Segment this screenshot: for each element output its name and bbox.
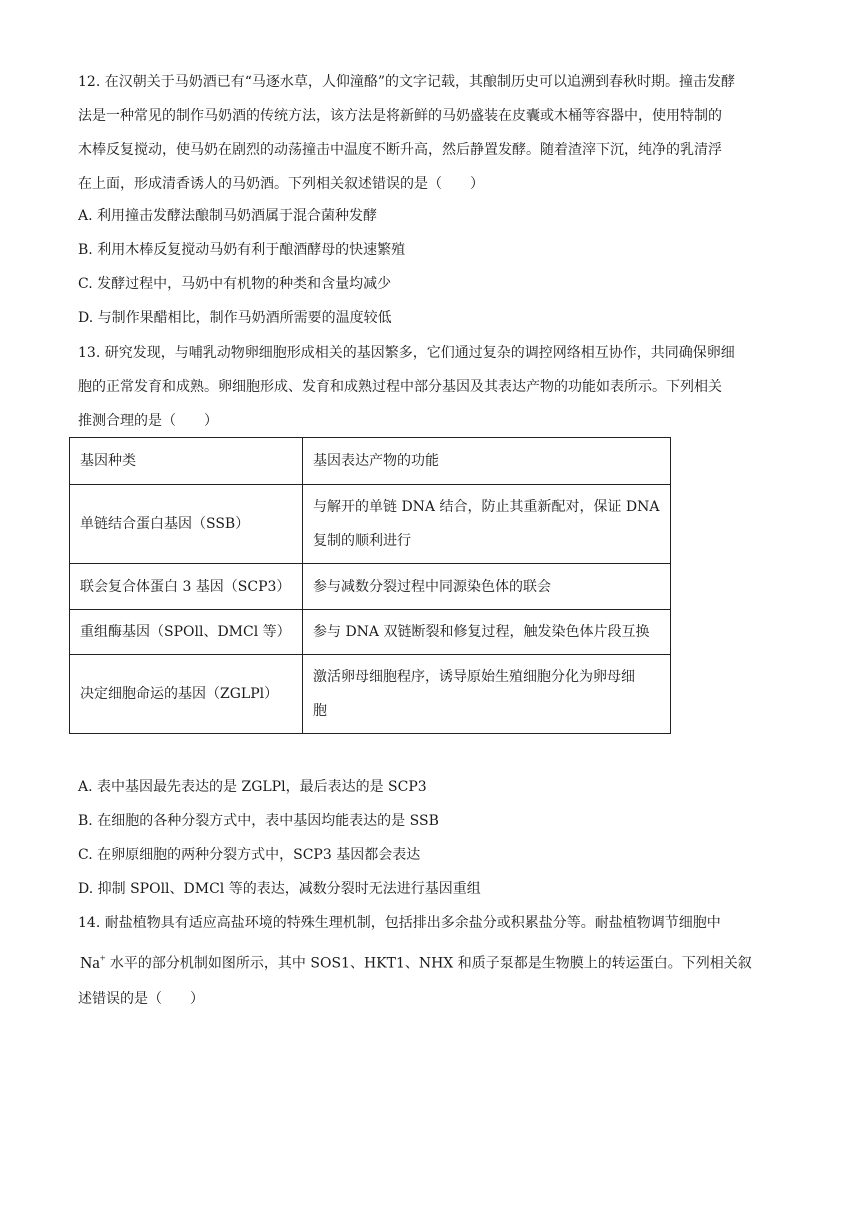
q12-line: 法是一种常见的制作马奶酒的传统方法，该方法是将新鲜的马奶盛装在皮囊或木桶等容器中，使用特制的 (78, 108, 722, 124)
table-cell-gene: 决定细胞命运的基因（ZGLPl） (70, 655, 303, 734)
table-row (70, 564, 671, 610)
table-row (70, 485, 671, 564)
table-header-gene: 基因种类 (70, 438, 303, 485)
gene-function-table (69, 437, 671, 734)
table-row (70, 610, 671, 655)
table-row (70, 655, 671, 734)
q12-line: 12. 在汉朝关于马奶酒已有“马逐水草，人仰潼酪”的文字记载，其酿制历史可以追溯到春秋时期。撞击发酵 (78, 74, 736, 90)
function-line: 胞 (313, 703, 327, 719)
q14-line-2-text: 水平的部分机制如图所示，其中 SOS1、HKT1、NHX 和质子泵都是生物膜上的转运蛋白。下列相关叙 (109, 955, 752, 972)
ion-symbol: Na (80, 952, 100, 972)
function-line: 激活卵母细胞程序，诱导原始生殖细胞分化为卵母细 (313, 669, 635, 685)
table-cell-function: 参与 DNA 双链断裂和修复过程，触发染色体片段互换 (303, 610, 671, 655)
q12-line: 木棒反复搅动，使马奶在剧烈的动荡撞击中温度不断升高，然后静置发酵。随着渣滓下沉，纯净的乳清浮 (78, 142, 722, 158)
q12-option-d: D. 与制作果醋相比，制作马奶酒所需要的温度较低 (78, 310, 392, 326)
table-cell-gene: 单链结合蛋白基因（SSB） (70, 485, 303, 564)
table-cell-function: 参与减数分裂过程中同源染色体的联会 (303, 564, 671, 610)
q14-line-1: 14. 耐盐植物具有适应高盐环境的特殊生理机制，包括排出多余盐分或积累盐分等。耐盐植物调节细胞中 (78, 915, 721, 931)
table-cell-gene: 重组酶基因（SPOll、DMCl 等） (70, 610, 303, 655)
q13-line: 胞的正常发育和成熟。卵细胞形成、发育和成熟过程中部分基因及其表达产物的功能如表所示。下列相关 (78, 379, 722, 395)
q13-option-b: B. 在细胞的各种分裂方式中，表中基因均能表达的是 SSB (78, 813, 439, 829)
question-12-stem (78, 65, 790, 201)
q12-option-b: B. 利用木棒反复搅动马奶有利于酿酒酵母的快速繁殖 (78, 242, 406, 258)
table-header-row (70, 438, 671, 485)
q12-line: 在上面，形成清香诱人的马奶酒。下列相关叙述错误的是（ ） (78, 176, 484, 192)
function-line: 与解开的单链 DNA 结合，防止其重新配对，保证 DNA (313, 499, 660, 515)
q14-line-3: 述错误的是（ ） (78, 991, 204, 1007)
q12-option-a: A. 利用撞击发酵法酿制马奶酒属于混合菌种发酵 (78, 208, 378, 224)
q12-option-c: C. 发酵过程中，马奶中有机物的种类和含量均减少 (78, 276, 392, 292)
q13-line: 13. 研究发现，与哺乳动物卵细胞形成相关的基因繁多，它们通过复杂的调控网络相互协作，共同确保卵细 (78, 345, 735, 361)
q14-line-2 (80, 949, 752, 974)
q13-option-c: C. 在卵原细胞的两种分裂方式中，SCP3 基因都会表达 (78, 847, 421, 863)
q13-line: 推测合理的是（ ） (78, 413, 218, 429)
table-cell-function (303, 655, 671, 734)
ion-charge: + (99, 953, 106, 964)
sodium-ion (80, 953, 105, 972)
table-header-function: 基因表达产物的功能 (303, 438, 671, 485)
q13-option-a: A. 表中基因最先表达的是 ZGLPl，最后表达的是 SCP3 (78, 779, 427, 795)
q13-option-d: D. 抑制 SPOll、DMCl 等的表达，减数分裂时无法进行基因重组 (78, 881, 481, 897)
function-line: 复制的顺利进行 (313, 533, 411, 549)
table-cell-function (303, 485, 671, 564)
question-13-stem (78, 336, 790, 438)
table-cell-gene: 联会复合体蛋白 3 基因（SCP3） (70, 564, 303, 610)
